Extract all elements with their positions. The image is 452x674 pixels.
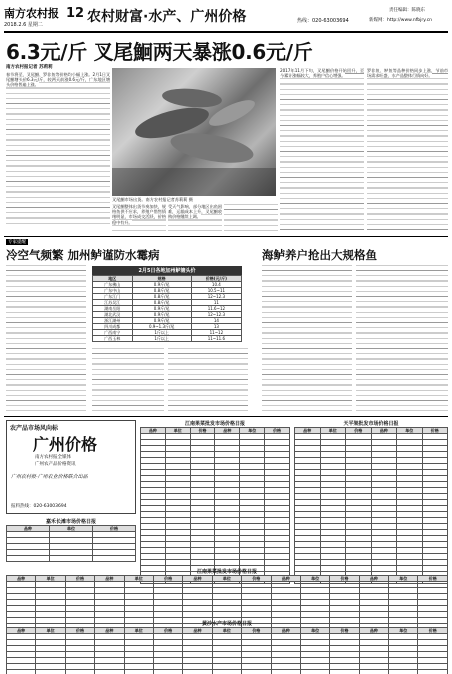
table-cell: 四川成都 — [93, 324, 133, 330]
bass-col-size: 规格 — [132, 276, 191, 282]
table-row — [93, 312, 242, 318]
story2-col-2 — [92, 348, 164, 412]
page-number: 12 — [66, 6, 85, 21]
masthead — [4, 3, 448, 33]
ad-note: 广州农村报·广州农业价格联合出品 — [11, 474, 88, 480]
table-cell: 12~12.3 — [191, 312, 241, 318]
main-body-text-4: 2017年11月下旬，叉尾鮰价格开始回升，至今累计涨幅较大，养殖户信心增强。 — [280, 68, 364, 79]
ad-line-1: 南方农村报全媒体 — [35, 455, 71, 460]
table-cell: 11.6~12 — [191, 306, 241, 312]
table-row — [7, 556, 136, 562]
table-cell — [93, 556, 136, 562]
table-5-title: 黄沙水产市场价格日报 — [201, 621, 252, 627]
table-cell: 11~11.6 — [191, 336, 241, 342]
table-cell — [389, 670, 418, 674]
table-cell: 湖北武汉 — [93, 312, 133, 318]
table-cell: 11 — [191, 300, 241, 306]
fish-photo — [112, 68, 276, 196]
main-body-col-6 — [367, 68, 448, 232]
table-header-cell: 价格 — [65, 628, 94, 634]
table-cell: 0.8斤/尾 — [132, 294, 191, 300]
story3-headline: 海鲈养户抢出大规格鱼 — [262, 248, 377, 262]
bass-col-region: 地区 — [93, 276, 133, 282]
table-header-cell: 价格 — [153, 628, 182, 634]
table-cell — [183, 670, 212, 674]
table-cell — [65, 670, 94, 674]
table-header-cell: 单位 — [389, 628, 418, 634]
header-rule — [4, 31, 448, 33]
ad-line-2: 广州农产品价格资讯 — [35, 462, 76, 467]
photo-caption: 叉尾鮰市场出货。南方农村报记者苏莉莉 摄 — [112, 197, 193, 202]
table-cell — [7, 670, 36, 674]
price-ad-box — [6, 420, 136, 514]
table-cell: 广东江门 — [93, 294, 133, 300]
table-header-cell: 价格 — [418, 628, 448, 634]
fish-illustration-icon — [112, 68, 276, 196]
table-header-cell: 品种 — [183, 628, 212, 634]
table-cell: 13 — [191, 324, 241, 330]
table-header-cell: 品种 — [7, 576, 36, 582]
table-cell — [95, 670, 124, 674]
table-header-cell: 价格 — [346, 428, 372, 434]
table-cell: 0.9斤/尾 — [132, 318, 191, 324]
main-body-col-2 — [112, 204, 166, 232]
main-body-text-2: 叉尾鮰整体出货节奏加快，规格鱼供不应求，养殖户惜售情绪明显，市场成交活跃，价格稳中有升。 — [112, 204, 166, 225]
main-body-col-1 — [6, 72, 110, 228]
table-cell: 11~12 — [191, 330, 241, 336]
table-cell: 1斤以上 — [132, 330, 191, 336]
table-cell: 14 — [191, 318, 241, 324]
table-cell — [330, 670, 359, 674]
table-cell: 浙江湖州 — [93, 318, 133, 324]
table-cell: 0.8斤/尾 — [132, 288, 191, 294]
section-rule-2 — [4, 416, 448, 417]
main-body-col-3 — [168, 204, 222, 232]
ad-top-label: 农产品市场风向标 — [10, 425, 59, 432]
table-header-cell: 价格 — [330, 628, 359, 634]
table-cell: 广西南宁 — [93, 330, 133, 336]
bass-price-table — [92, 266, 242, 342]
table-cell: 0.8斤/尾 — [132, 300, 191, 306]
table-5 — [6, 620, 448, 674]
table-header-cell: 价格 — [242, 576, 271, 582]
table-cell: 0.9~1.3斤/尾 — [132, 324, 191, 330]
table-header-cell: 单位 — [397, 428, 423, 434]
main-byline: 南方农村报记者 苏莉莉 — [6, 65, 53, 70]
bass-table-title: 2月5日各地加州鲈塘头价 — [92, 266, 242, 275]
section-rule-1 — [4, 236, 448, 237]
story2-headline: 冷空气频繁 加州鲈谨防水霉病 — [6, 248, 160, 262]
table-header-cell: 品种 — [371, 428, 397, 434]
table-2-grid — [140, 427, 290, 584]
table-2-title: 江南果菜批发市场价格日报 — [184, 421, 245, 427]
table-cell — [418, 670, 448, 674]
table-cell — [153, 670, 182, 674]
table-cell: 广西玉林 — [93, 336, 133, 342]
main-body-col-4 — [224, 204, 278, 232]
table-cell — [7, 556, 50, 562]
table-header-cell: 价格 — [422, 428, 448, 434]
table-cell — [242, 670, 271, 674]
table-cell: 广东佛山 — [93, 282, 133, 288]
bass-col-price: 价格(元/斤) — [191, 276, 241, 282]
table-cell: 江苏吴江 — [93, 300, 133, 306]
table-4-title: 江南果菜批发市场价格日报 — [196, 569, 257, 575]
bass-table — [92, 275, 242, 342]
date-line: 2018.2.6 星期二 — [4, 22, 43, 28]
table-cell — [50, 556, 93, 562]
table-header-cell: 品种 — [271, 576, 300, 582]
section-title: 农村财富·水产、广州价格 — [87, 9, 247, 25]
table-row — [93, 336, 242, 342]
table-cell: 广东中山 — [93, 288, 133, 294]
table-header-cell: 品种 — [95, 576, 124, 582]
table-cell: 10.4 — [191, 282, 241, 288]
section-tag: 专家提醒 — [8, 240, 26, 245]
table-header-cell: 单位 — [212, 576, 241, 582]
table-3-title: 天平架批发市场价格日报 — [343, 421, 399, 427]
table-header-cell: 价格 — [418, 576, 448, 582]
table-cell — [359, 670, 388, 674]
table-header-cell: 单位 — [165, 428, 190, 434]
main-headline: 6.3元/斤 叉尾鮰两天暴涨0.6元/斤 — [6, 40, 313, 64]
table-5-grid — [6, 627, 448, 674]
table-header-cell: 品种 — [7, 628, 36, 634]
table-cell — [300, 670, 329, 674]
table-3-grid — [294, 427, 448, 584]
contact-line: 热线：020-63003694 — [297, 18, 349, 24]
ad-footer: 报料热线：020-63003694 — [11, 504, 67, 509]
table-cell — [271, 670, 300, 674]
table-header-cell: 品种 — [7, 526, 50, 532]
table-header-cell: 品种 — [183, 576, 212, 582]
table-header-cell: 价格 — [65, 576, 94, 582]
table-header-cell: 品种 — [95, 628, 124, 634]
table-cell: 0.9斤/尾 — [132, 306, 191, 312]
table-header-cell: 品种 — [359, 628, 388, 634]
story2-col-1 — [6, 265, 86, 411]
table-cell: 湖南岳阳 — [93, 306, 133, 312]
table-header-cell: 单位 — [320, 428, 346, 434]
table-cell: 0.9斤/尾 — [132, 312, 191, 318]
ad-title: 广州价格 — [33, 435, 98, 454]
table-header-cell: 单位 — [300, 576, 329, 582]
table-3 — [294, 420, 448, 584]
table-row — [7, 670, 448, 674]
table-header-cell: 单位 — [389, 576, 418, 582]
table-row — [93, 330, 242, 336]
story2-col-3 — [168, 348, 248, 412]
main-body-text-3: 受天气影响，部分地区出鱼困难，运输成本上升，叉尾鮰收购价格继续上调。 — [168, 204, 222, 220]
newspaper-logo: 南方农村报 — [4, 7, 59, 20]
table-cell — [212, 670, 241, 674]
table-row — [93, 306, 242, 312]
main-body-col-5 — [280, 68, 364, 232]
table-header-cell: 价格 — [153, 576, 182, 582]
table-header-cell: 价格 — [265, 428, 290, 434]
table-header-cell: 品种 — [215, 428, 240, 434]
table-row — [93, 288, 242, 294]
table-2 — [140, 420, 290, 584]
table-cell: 10.5~11 — [191, 288, 241, 294]
table-header-cell: 价格 — [242, 628, 271, 634]
table-header-cell: 单位 — [300, 628, 329, 634]
main-body-text-5: 罗非鱼、鲈鱼等品种价格同步上涨，节前市场需求旺盛，水产品整体行情向好。 — [367, 68, 448, 79]
table-row — [93, 282, 242, 288]
table-cell: 1斤以上 — [132, 336, 191, 342]
table-header-cell: 价格 — [190, 428, 215, 434]
table-header-cell: 单位 — [36, 576, 65, 582]
story3-col-1 — [262, 265, 352, 411]
table-header-cell: 价格 — [330, 576, 359, 582]
table-1 — [6, 518, 136, 562]
table-header-cell: 单位 — [36, 628, 65, 634]
table-header-cell: 品种 — [359, 576, 388, 582]
editor-line: 责任编辑：陈晓东 — [389, 8, 425, 13]
table-row — [93, 294, 242, 300]
table-header-cell: 单位 — [212, 628, 241, 634]
table-header-cell: 单位 — [124, 628, 153, 634]
table-cell — [124, 670, 153, 674]
table-1-grid — [6, 525, 136, 562]
table-header-cell: 单位 — [240, 428, 265, 434]
table-header-row — [7, 526, 136, 532]
table-cell: 12~12.3 — [191, 294, 241, 300]
table-cell: 0.9斤/尾 — [132, 282, 191, 288]
table-header-cell: 品种 — [141, 428, 166, 434]
table-1-title: 嘉禾长滩市场价格日报 — [45, 519, 96, 525]
table-header-cell: 单位 — [50, 526, 93, 532]
table-header-cell: 价格 — [93, 526, 136, 532]
site-line: 新媒网：http://www.nfbjry.cn — [369, 18, 433, 23]
table-header-cell: 单位 — [124, 576, 153, 582]
table-header-cell: 品种 — [271, 628, 300, 634]
table-header-cell: 品种 — [295, 428, 321, 434]
main-body-text-1: 春节将至，叉尾鮰、罗非鱼等价格均小幅上涨。2月1日叉尾鮰塘头价6.3元/斤，较两天前涨0.6元/斤，广东地区塘头价格普遍上涨。 — [6, 72, 110, 88]
story3-col-2 — [356, 265, 448, 411]
table-cell — [36, 670, 65, 674]
